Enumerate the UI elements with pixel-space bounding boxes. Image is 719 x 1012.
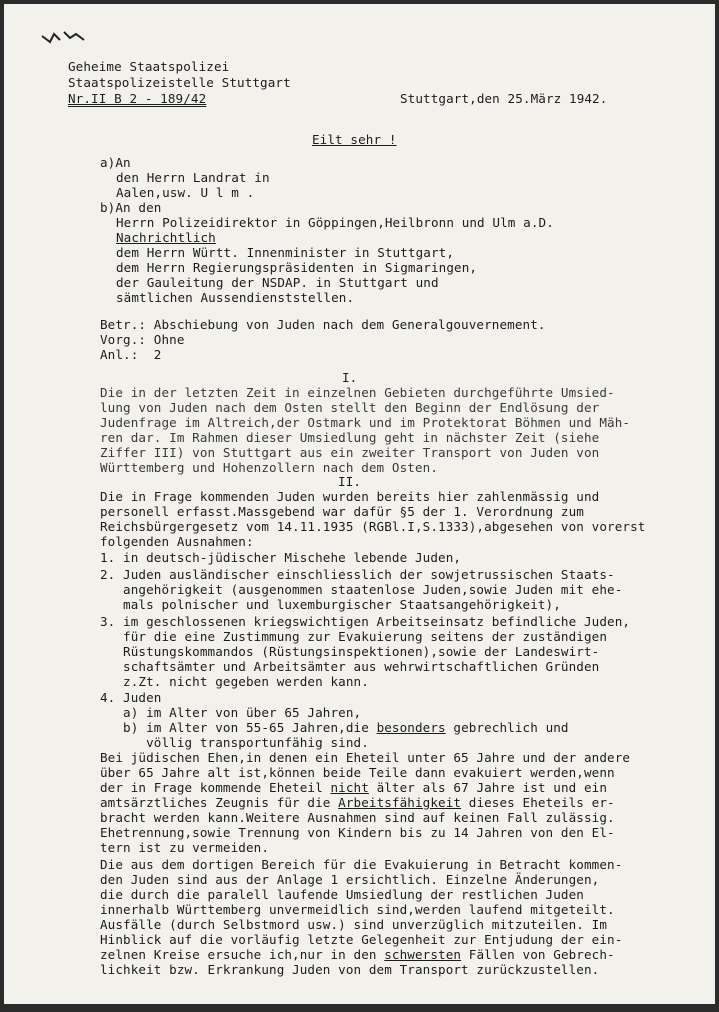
cc-line3: der Gauleitung der NSDAP. in Stuttgart und [116, 275, 439, 290]
cc-line4: sämtlichen Aussendienststellen. [116, 290, 355, 305]
recipient-b-label: b)An den [100, 200, 162, 215]
cc-heading: Nachrichtlich [116, 230, 216, 245]
recipient-a-label: a)An [100, 155, 131, 170]
para4-line1: Die aus dem dortigen Bereich für die Evakuierung in Betracht kommen- [100, 857, 623, 872]
list-item-3-line4: schaftsämter und Arbeitsämter aus wehrwirtschaftlichen Gründen [100, 659, 600, 674]
para2-line3: Reichsbürgergesetz vom 14.11.1935 (RGBl.I,S.1333),abgesehen von vorerst [100, 519, 646, 534]
list-item-2-line3: mals polnischer und luxemburgischer Staatsangehörigkeit), [100, 597, 561, 612]
list-item-4a: a) im Alter von über 65 Jahren, [100, 705, 362, 720]
recipient-a-line1: den Herrn Landrat in [116, 170, 270, 185]
list-item-3-line5: z.Zt. nicht gegeben werden kann. [100, 674, 369, 689]
para3-line1: Bei jüdischen Ehen,in denen ein Eheteil unter 65 Jahre und der andere [100, 750, 631, 765]
list-item-3-line1: 3. im geschlossenen kriegswichtigen Arbeitseinsatz befindliche Juden, [100, 614, 631, 629]
para3-line6: Ehetrennung,sowie Trennung von Kindern bis zu 14 Jahren von den El- [100, 825, 615, 840]
list-item-3-line2: für die eine Zustimmung zur Evakuierung seitens der zuständigen [100, 629, 608, 644]
para4-line7: zelnen Kreise ersuche ich,nur in den schwersten Fällen von Gebrech- [100, 947, 615, 962]
list-item-1: 1. in deutsch-jüdischer Mischehe lebende Juden, [100, 550, 462, 565]
para1-line5: Ziffer III) von Stuttgart aus ein zweiter Transport von Juden von [100, 445, 600, 460]
place-date: Stuttgart,den 25.März 1942. [400, 91, 608, 106]
document-page [4, 4, 715, 1004]
list-item-4: 4. Juden [100, 690, 162, 705]
para4-line4: innerhalb Württemberg unvermeidlich sind,werden laufend mitgeteilt. [100, 902, 615, 917]
para3-line4: amtsärztliches Zeugnis für die Arbeitsfähigkeit dieses Eheteils er- [100, 795, 615, 810]
para1-line3: Judenfrage im Altreich,der Ostmark und im Protektorat Böhmen und Mäh- [100, 415, 631, 430]
para4-line3: die durch die paralell laufende Umsiedlung der restlichen Juden [100, 887, 584, 902]
reference-prior: Vorg.: Ohne [100, 332, 185, 347]
para3-line3: der in Frage kommende Eheteil nicht älter als 67 Jahre ist und ein [100, 780, 608, 795]
org-line2: Staatspolizeistelle Stuttgart [68, 75, 291, 90]
para1-line4: ren dar. Im Rahmen dieser Umsiedlung geht in nächster Zeit (siehe [100, 430, 600, 445]
cc-line1: dem Herrn Württ. Innenminister in Stuttgart, [116, 245, 455, 260]
org-line1: Geheime Staatspolizei [68, 59, 230, 74]
recipient-b-line1: Herrn Polizeidirektor in Göppingen,Heilbronn und Ulm a.D. [116, 215, 554, 230]
cc-line2: dem Herrn Regierungspräsidenten in Sigmaringen, [116, 260, 478, 275]
list-item-2-line2: angehörigkeit (ausgenommen staatenlose Juden,sowie Juden mit ehe- [100, 582, 623, 597]
reference-number: Nr.II B 2 - 189/42 [68, 91, 207, 106]
urgency-note: Eilt sehr ! [312, 132, 397, 147]
list-item-4b-line2: völlig transportunfähig sind. [100, 735, 369, 750]
section-2-heading: II. [338, 474, 362, 489]
para3-line2: über 65 Jahre alt ist,können beide Teile dann evakuiert werden,wenn [100, 765, 615, 780]
para1-line1: Die in der letzten Zeit in einzelnen Gebieten durchgeführte Umsied- [100, 385, 615, 400]
para3-line5: bracht werden kann.Weitere Ausnahmen sind auf keinen Fall zulässig. [100, 810, 615, 825]
para2-line1: Die in Frage kommenden Juden wurden bereits hier zahlenmässig und [100, 489, 600, 504]
para1-line2: lung von Juden nach dem Osten stellt den Beginn der Endlösung der [100, 400, 600, 415]
handwritten-mark [40, 28, 90, 48]
para2-line2: personell erfasst.Massgebend war dafür §5 der 1. Verordnung zum [100, 504, 584, 519]
section-1-heading: I. [342, 370, 358, 385]
attachments-line: Anl.: 2 [100, 347, 162, 362]
para4-line8: lichkeit bzw. Erkrankung Juden von dem Transport zurückzustellen. [100, 962, 600, 977]
para2-line4: folgenden Ausnahmen: [100, 534, 254, 549]
para4-line6: Hinblick auf die vorläufig letzte Gelegenheit zur Entjudung der ein- [100, 932, 623, 947]
list-item-2-line1: 2. Juden ausländischer einschliesslich der sowjetrussischen Staats- [100, 567, 615, 582]
para4-line2: den Juden sind aus der Anlage 1 ersichtlich. Einzelne Änderungen, [100, 872, 600, 887]
recipient-a-line2: Aalen,usw. U l m . [116, 185, 255, 200]
list-item-4b-line1: b) im Alter von 55-65 Jahren,die besonders gebrechlich und [100, 720, 569, 735]
para3-line7: tern ist zu vermeiden. [100, 840, 270, 855]
para1-line6: Württemberg und Hohenzollern nach dem Osten. [100, 460, 439, 475]
list-item-3-line3: Rüstungskommandos (Rüstungsinspektionen),sowie der Landeswirt- [100, 644, 600, 659]
para4-line5: Ausfälle (durch Selbstmord usw.) sind unverzüglich mitzuteilen. Im [100, 917, 608, 932]
subject-line: Betr.: Abschiebung von Juden nach dem Generalgouvernement. [100, 317, 546, 332]
